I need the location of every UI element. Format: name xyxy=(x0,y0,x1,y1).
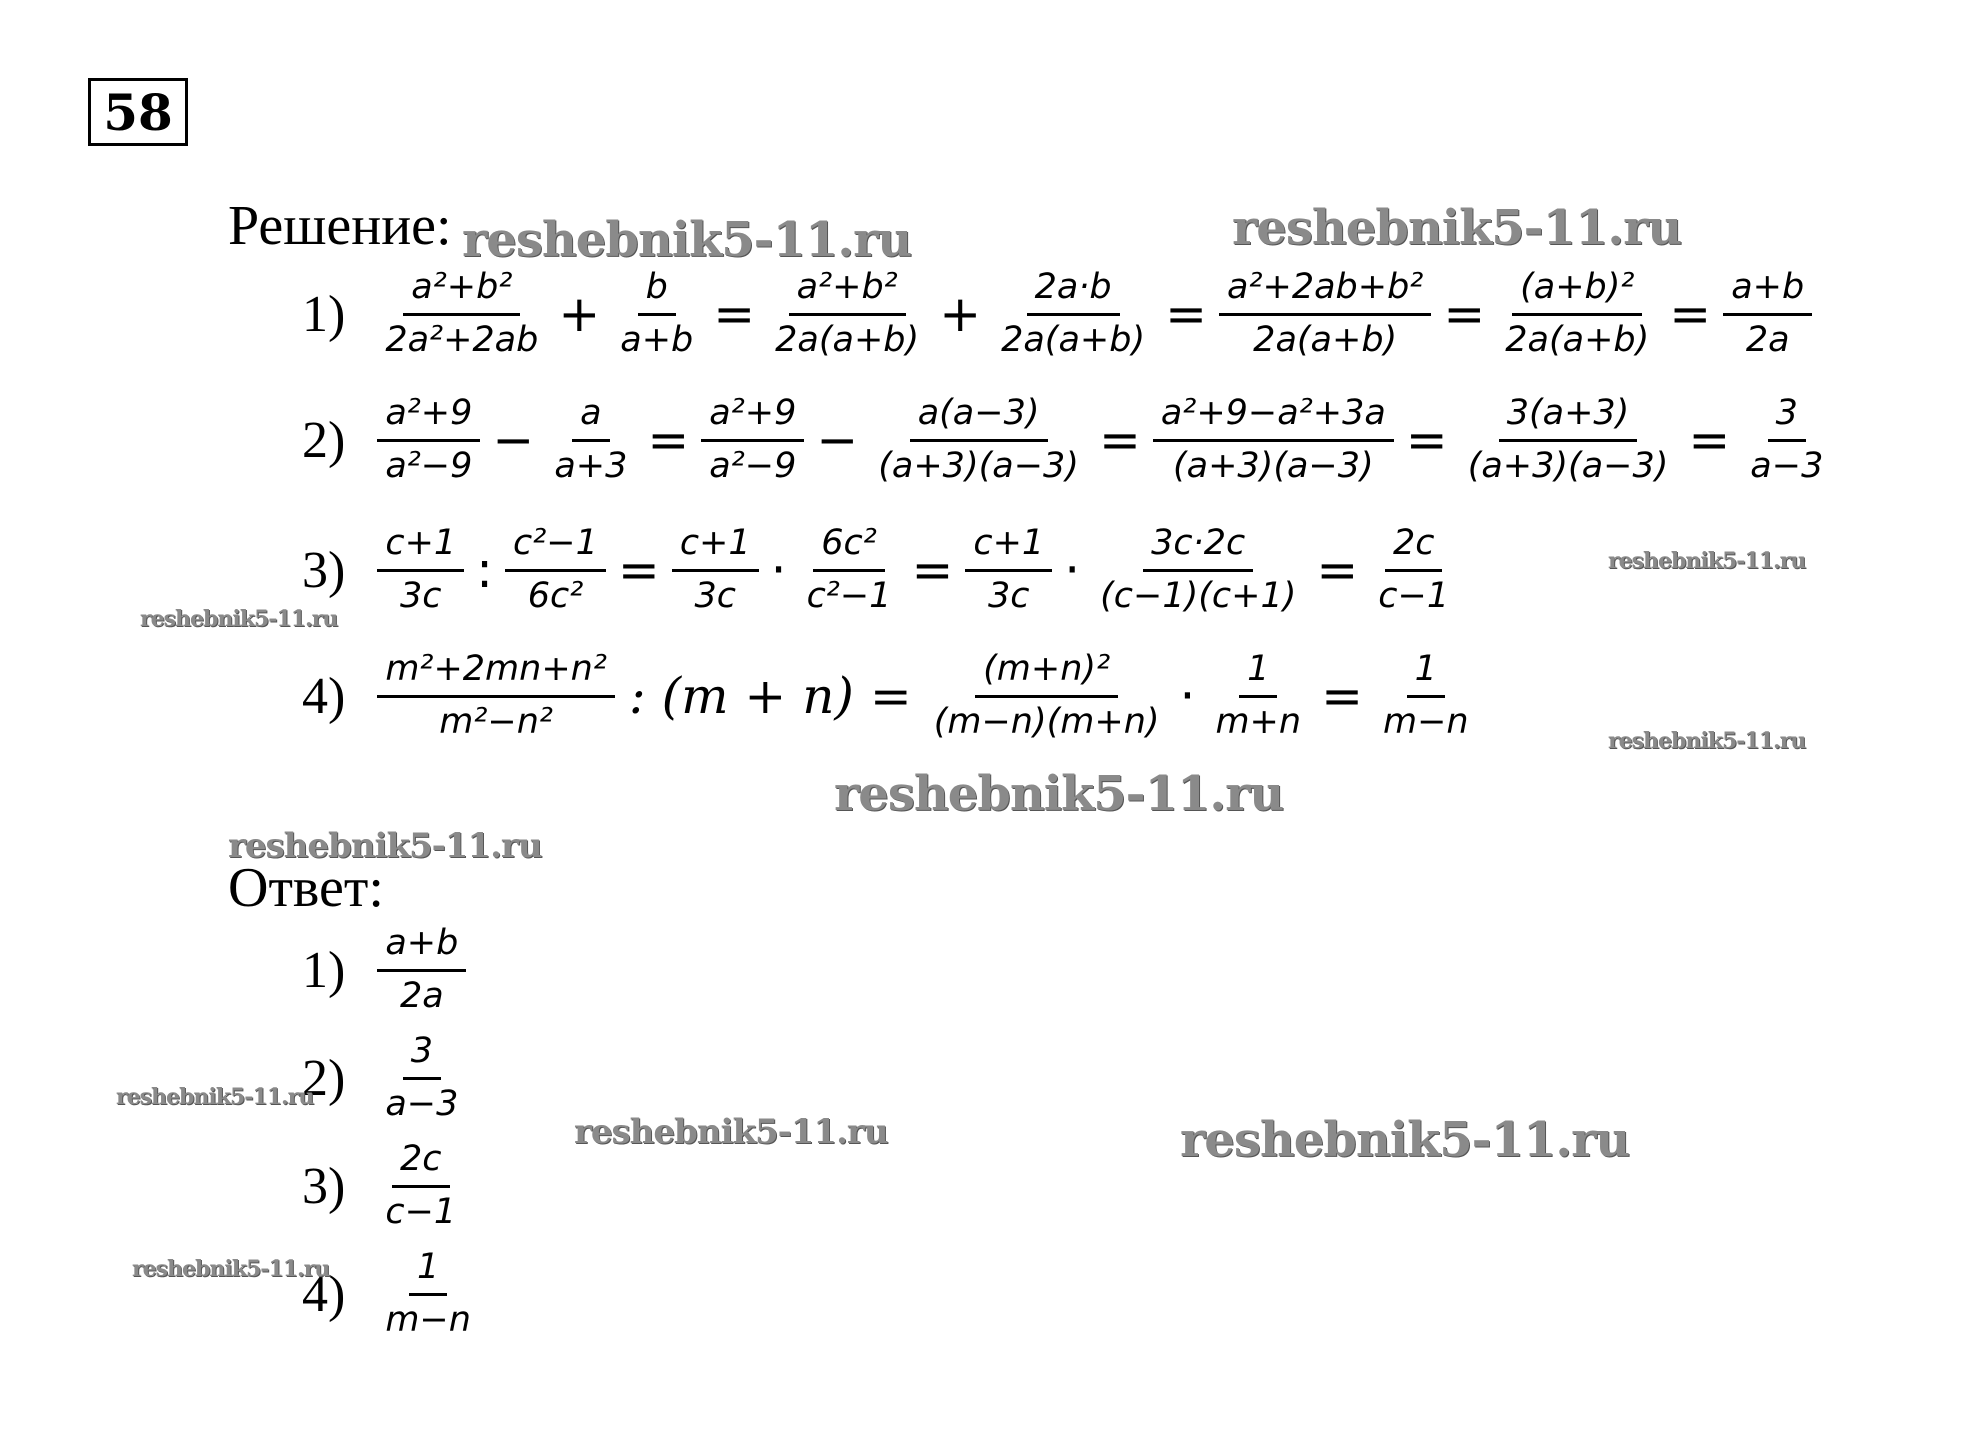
denominator: (c−1)(c+1) xyxy=(1100,575,1297,616)
operator: = xyxy=(617,541,660,600)
problem-number: 58 xyxy=(88,78,188,146)
numerator: 1 xyxy=(1239,648,1277,698)
fraction xyxy=(377,522,464,619)
answer-line xyxy=(302,922,472,1019)
fraction xyxy=(377,392,480,489)
denominator: a−3 xyxy=(385,1083,459,1124)
fraction xyxy=(546,392,635,489)
denominator: a²−9 xyxy=(709,445,797,486)
denominator: a+3 xyxy=(554,445,628,486)
solution-line xyxy=(302,266,1818,363)
operator: = xyxy=(1098,411,1141,470)
operator: = xyxy=(1165,285,1208,344)
answer-fraction xyxy=(377,1030,466,1127)
numerator: c+1 xyxy=(377,522,464,572)
denominator: 2a(a+b) xyxy=(1505,319,1650,360)
solution-heading: Решение: xyxy=(228,195,452,257)
line-number: 4) xyxy=(302,1265,346,1323)
denominator: m−n xyxy=(1382,701,1469,742)
fraction xyxy=(993,266,1153,363)
operator: = xyxy=(1443,285,1486,344)
line-number: 1) xyxy=(302,941,346,999)
numerator: c+1 xyxy=(672,522,759,572)
denominator: m+n xyxy=(1215,701,1302,742)
answer-heading: Ответ: xyxy=(228,857,384,919)
denominator: c−1 xyxy=(1378,575,1450,616)
watermark: reshebnik5-11.ru xyxy=(1180,1112,1630,1168)
operator: = xyxy=(911,541,954,600)
operator: · xyxy=(1179,667,1196,726)
numerator: a²+9−a²+3a xyxy=(1153,392,1394,442)
line-number: 1) xyxy=(302,285,346,343)
line-number: 2) xyxy=(302,1049,346,1107)
denominator: c−1 xyxy=(385,1191,457,1232)
fraction xyxy=(799,522,900,619)
operator: + xyxy=(939,285,982,344)
operator: = xyxy=(1669,285,1712,344)
numerator: 2a·b xyxy=(1027,266,1120,316)
watermark: reshebnik5-11.ru xyxy=(1232,200,1682,256)
answer-line xyxy=(302,1246,485,1343)
denominator: a−3 xyxy=(1750,445,1824,486)
operator: − xyxy=(816,411,859,470)
denominator: c²−1 xyxy=(806,575,892,616)
fraction xyxy=(672,522,759,619)
denominator: 2a(a+b) xyxy=(775,319,920,360)
fraction xyxy=(1207,648,1309,745)
numerator: a+b xyxy=(1723,266,1812,316)
numerator: 3 xyxy=(403,1030,441,1080)
expression-text: : (m + n) = xyxy=(628,667,912,726)
fraction xyxy=(767,266,927,363)
numerator: 1 xyxy=(409,1246,447,1296)
fraction xyxy=(505,522,606,619)
denominator: 3c xyxy=(694,575,736,616)
watermark: reshebnik5-11.ru xyxy=(228,826,542,866)
watermark: reshebnik5-11.ru xyxy=(834,766,1284,822)
operator: : xyxy=(476,541,494,600)
operator: = xyxy=(1316,541,1359,600)
fraction xyxy=(1092,522,1304,619)
solution-line xyxy=(302,392,1837,489)
denominator: 2a(a+b) xyxy=(1001,319,1146,360)
denominator: 3c xyxy=(988,575,1030,616)
denominator: (m−n)(m+n) xyxy=(933,701,1160,742)
operator: = xyxy=(713,285,756,344)
numerator: b xyxy=(638,266,676,316)
fraction xyxy=(1460,392,1677,489)
denominator: (a+3)(a−3) xyxy=(878,445,1079,486)
numerator: a xyxy=(572,392,609,442)
watermark: reshebnik5-11.ru xyxy=(1608,728,1806,754)
denominator: (a+3)(a−3) xyxy=(1172,445,1374,486)
fraction xyxy=(377,266,546,363)
denominator: 2a xyxy=(1745,319,1790,360)
answer-line xyxy=(302,1138,470,1235)
operator: = xyxy=(1405,411,1448,470)
fraction xyxy=(1219,266,1431,363)
fraction xyxy=(1370,522,1457,619)
line-number: 3) xyxy=(302,1157,346,1215)
answer-fraction xyxy=(377,922,466,1019)
operator: = xyxy=(647,411,690,470)
solution-line xyxy=(302,522,1463,619)
operator: = xyxy=(1321,667,1363,726)
watermark: reshebnik5-11.ru xyxy=(574,1112,888,1152)
operator: · xyxy=(1064,541,1081,600)
fraction xyxy=(870,392,1087,489)
numerator: c+1 xyxy=(965,522,1052,572)
operator: · xyxy=(770,541,787,600)
numerator: 3 xyxy=(1768,392,1806,442)
denominator: m²−n² xyxy=(439,701,553,742)
numerator: a+b xyxy=(377,922,466,972)
fraction xyxy=(1723,266,1812,363)
operator: − xyxy=(492,411,535,470)
watermark: reshebnik5-11.ru xyxy=(1608,548,1806,574)
watermark: reshebnik5-11.ru xyxy=(140,606,338,632)
denominator: m−n xyxy=(385,1299,471,1340)
numerator: a²+b² xyxy=(789,266,906,316)
watermark: reshebnik5-11.ru xyxy=(132,1256,330,1282)
line-number: 3) xyxy=(302,541,346,599)
numerator: 1 xyxy=(1407,648,1445,698)
numerator: 2c xyxy=(392,1138,450,1188)
numerator: a²+2ab+b² xyxy=(1219,266,1431,316)
fraction xyxy=(1375,648,1477,745)
fraction xyxy=(377,648,615,745)
answer-fraction xyxy=(377,1138,464,1235)
fraction xyxy=(1742,392,1831,489)
numerator: (m+n)² xyxy=(975,648,1118,698)
denominator: 3c xyxy=(399,575,442,616)
fraction xyxy=(612,266,701,363)
numerator: 3(a+3) xyxy=(1499,392,1638,442)
fraction xyxy=(1497,266,1657,363)
numerator: a²+9 xyxy=(701,392,804,442)
answer-line xyxy=(302,1030,472,1127)
operator: = xyxy=(1688,411,1731,470)
numerator: 3c·2c xyxy=(1143,522,1253,572)
denominator: (a+3)(a−3) xyxy=(1467,445,1669,486)
operator: + xyxy=(558,285,601,344)
denominator: 2a xyxy=(399,975,444,1016)
denominator: a+b xyxy=(620,319,694,360)
answer-fraction xyxy=(377,1246,479,1343)
fraction xyxy=(926,648,1168,745)
numerator: 6c² xyxy=(813,522,885,572)
numerator: 2c xyxy=(1385,522,1443,572)
numerator: c²−1 xyxy=(505,522,606,572)
numerator: a²+9 xyxy=(377,392,480,442)
numerator: a(a−3) xyxy=(910,392,1048,442)
line-number: 4) xyxy=(302,667,346,725)
fraction xyxy=(701,392,804,489)
numerator: a²+b² xyxy=(403,266,520,316)
fraction xyxy=(1153,392,1394,489)
numerator: m²+2mn+n² xyxy=(377,648,615,698)
line-number: 2) xyxy=(302,411,346,469)
watermark: reshebnik5-11.ru xyxy=(116,1084,314,1110)
numerator: (a+b)² xyxy=(1512,266,1642,316)
denominator: 2a²+2ab xyxy=(385,319,539,360)
denominator: 2a(a+b) xyxy=(1253,319,1398,360)
denominator: a²−9 xyxy=(385,445,473,486)
watermark: reshebnik5-11.ru xyxy=(462,212,912,268)
solution-line xyxy=(302,648,1483,745)
denominator: 6c² xyxy=(527,575,584,616)
fraction xyxy=(965,522,1052,619)
